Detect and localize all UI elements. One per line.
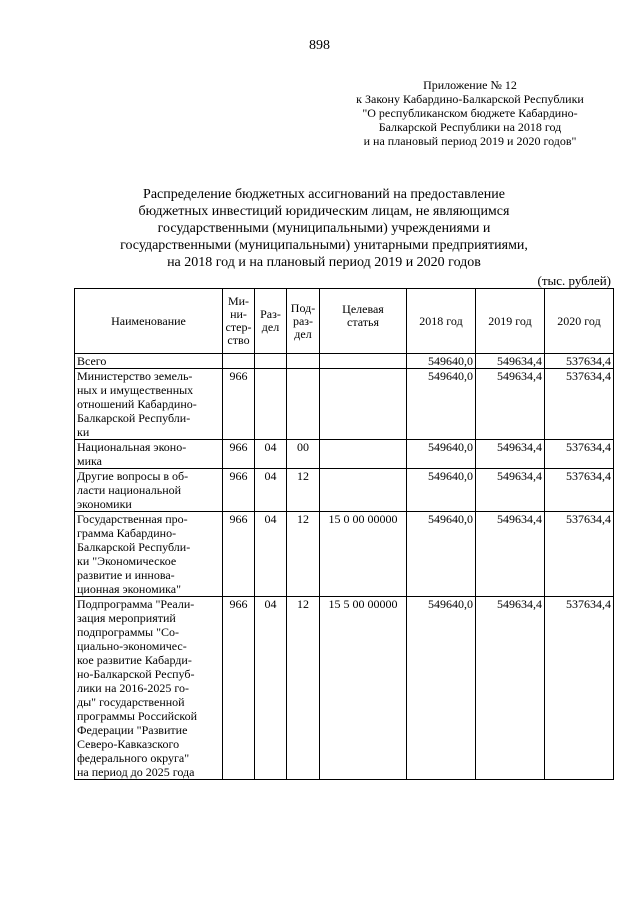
budget-table — [74, 288, 614, 780]
row-2019: 549634,4 — [476, 369, 545, 440]
row-2018: 549640,0 — [407, 440, 476, 469]
row-2020: 537634,4 — [545, 354, 614, 369]
header-2019: 2019 год — [476, 289, 545, 354]
row-subsection — [287, 354, 320, 369]
header-subsection: Под- раз- дел — [287, 289, 320, 354]
header-2020: 2020 год — [545, 289, 614, 354]
row-target: 15 5 00 00000 — [320, 597, 407, 780]
row-section: 04 — [255, 512, 287, 597]
row-target: 15 0 00 00000 — [320, 512, 407, 597]
row-2020: 537634,4 — [545, 369, 614, 440]
appendix-line: и на плановый период 2019 и 2020 годов" — [363, 134, 577, 148]
title-line: Распределение бюджетных ассигнований на предоставление — [143, 187, 505, 202]
header-ministry: Ми- ни- стер- ство — [223, 289, 255, 354]
header-name: Наименование — [75, 289, 223, 354]
document-title — [74, 186, 574, 271]
table-row — [75, 597, 614, 780]
header-target: Целевая статья — [320, 289, 407, 354]
row-ministry: 966 — [223, 469, 255, 512]
row-2018: 549640,0 — [407, 469, 476, 512]
page-number: 898 — [309, 38, 330, 53]
row-target — [320, 354, 407, 369]
appendix-line: к Закону Кабардино-Балкарской Республики — [356, 92, 584, 106]
row-target — [320, 369, 407, 440]
row-section — [255, 354, 287, 369]
title-line: на 2018 год и на плановый период 2019 и 2020 годов — [167, 255, 481, 270]
row-name: Министерство земель- ных и имущественных отношений Кабардино- Балкарской Республи- ки — [75, 369, 223, 440]
table-row — [75, 469, 614, 512]
row-2019: 549634,4 — [476, 469, 545, 512]
row-subsection: 12 — [287, 597, 320, 780]
row-ministry: 966 — [223, 440, 255, 469]
row-subsection: 12 — [287, 469, 320, 512]
row-ministry — [223, 354, 255, 369]
row-2018: 549640,0 — [407, 354, 476, 369]
appendix-line: "О республиканском бюджете Кабардино- — [362, 106, 578, 120]
row-section — [255, 369, 287, 440]
table-row — [75, 512, 614, 597]
row-2018: 549640,0 — [407, 597, 476, 780]
row-target — [320, 469, 407, 512]
table-row — [75, 440, 614, 469]
table-header-row — [75, 289, 614, 354]
row-2019: 549634,4 — [476, 512, 545, 597]
title-line: государственными (муниципальными) учреждениями и — [157, 221, 491, 236]
row-ministry: 966 — [223, 512, 255, 597]
table-row — [75, 354, 614, 369]
row-name: Государственная про- грамма Кабардино- Балкарской Республи- ки "Экономическое развитие и иннова- ционная экономика" — [75, 512, 223, 597]
title-line: государственными (муниципальными) унитарными предприятиями, — [120, 238, 528, 253]
row-2020: 537634,4 — [545, 469, 614, 512]
title-line: бюджетных инвестиций юридическим лицам, не являющимся — [138, 204, 510, 219]
row-section: 04 — [255, 469, 287, 512]
row-name: Подпрограмма "Реали- зация мероприятий подпрограммы "Со- циально-экономичес- кое развитие Кабарди- но-Балкарской Респуб- лики на 2016-2025 го- ды" государственной программы Российской Федерации "Развитие Северо-Кавказского федерального округа" на период до 2025 года — [75, 597, 223, 780]
row-ministry: 966 — [223, 597, 255, 780]
row-section: 04 — [255, 597, 287, 780]
row-name: Всего — [75, 354, 223, 369]
row-2020: 537634,4 — [545, 512, 614, 597]
row-2018: 549640,0 — [407, 512, 476, 597]
row-name: Национальная эконо- мика — [75, 440, 223, 469]
row-section: 04 — [255, 440, 287, 469]
row-ministry: 966 — [223, 369, 255, 440]
row-subsection: 12 — [287, 512, 320, 597]
appendix-line: Приложение № 12 — [423, 78, 517, 92]
appendix-line: Балкарской Республики на 2018 год — [378, 120, 562, 134]
row-2019: 549634,4 — [476, 440, 545, 469]
row-2019: 549634,4 — [476, 597, 545, 780]
header-2018: 2018 год — [407, 289, 476, 354]
table-row — [75, 369, 614, 440]
row-2018: 549640,0 — [407, 369, 476, 440]
units-label: (тыс. рублей) — [537, 273, 611, 288]
row-subsection: 00 — [287, 440, 320, 469]
row-2019: 549634,4 — [476, 354, 545, 369]
row-2020: 537634,4 — [545, 597, 614, 780]
row-subsection — [287, 369, 320, 440]
appendix-note — [320, 78, 620, 148]
row-2020: 537634,4 — [545, 440, 614, 469]
row-target — [320, 440, 407, 469]
row-name: Другие вопросы в об- ласти национальной экономики — [75, 469, 223, 512]
header-section: Раз- дел — [255, 289, 287, 354]
